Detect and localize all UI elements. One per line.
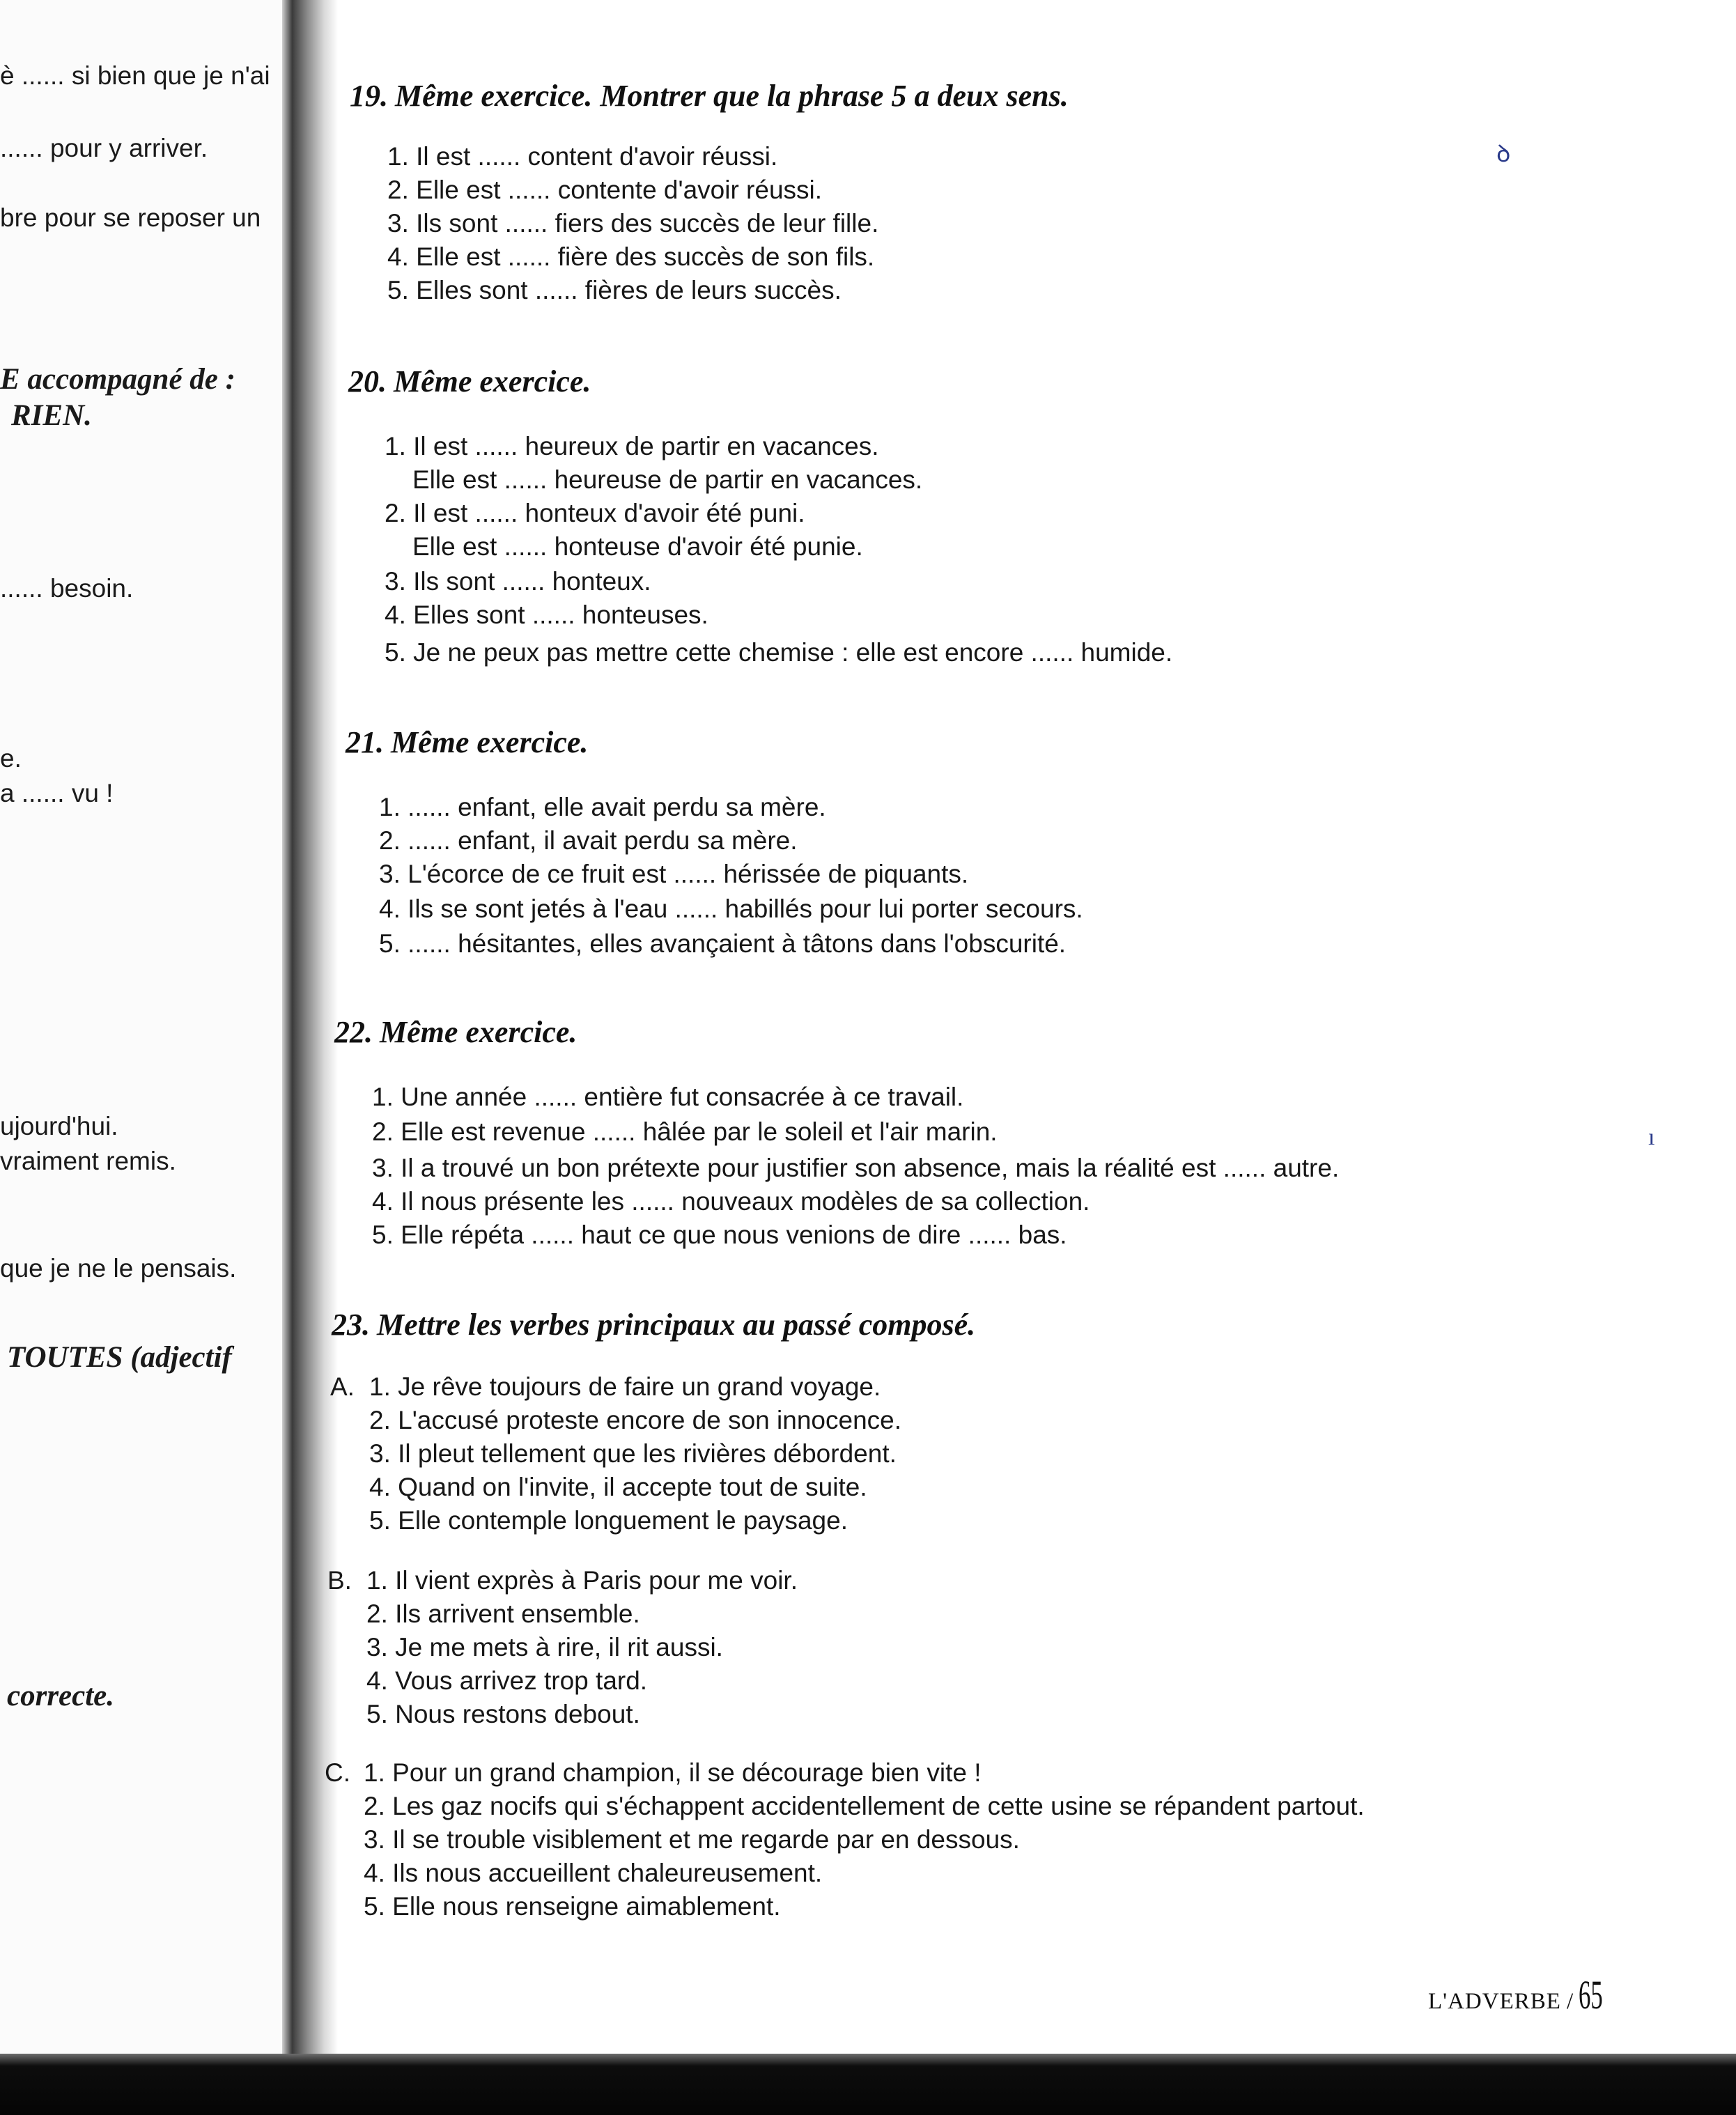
exercise-item: 5. Nous restons debout. xyxy=(366,1700,640,1728)
exercise-item: 4. Ils se sont jetés à l'eau ...... habillés pour lui porter secours. xyxy=(379,894,1083,923)
exercise-item: 3. Il se trouble visiblement et me regarde par en dessous. xyxy=(364,1825,1020,1854)
exercise-item: 3. Ils sont ...... honteux. xyxy=(385,567,651,596)
footer-separator: / xyxy=(1566,1989,1574,2014)
exercise-item: 4. Ils nous accueillent chaleureusement. xyxy=(364,1859,823,1887)
exercise-title xyxy=(348,364,591,399)
exercise-item: 5. Elle répéta ...... haut ce que nous venions de dire ...... bas. xyxy=(372,1221,1067,1249)
exercise-heading: Même exercice. Montrer que la phrase 5 a deux sens. xyxy=(395,79,1069,113)
exercise-item: 1. ...... enfant, elle avait perdu sa mère. xyxy=(379,793,826,821)
exercise-item: 1. Je rêve toujours de faire un grand voyage. xyxy=(369,1372,881,1401)
exercise-item: 2. Les gaz nocifs qui s'échappent accidentellement de cette usine se répandent partout. xyxy=(364,1792,1365,1820)
exercise-number: 20. xyxy=(348,364,387,398)
left-page-fragment: a ...... vu ! xyxy=(0,779,114,807)
exercise-item: 3. Il pleut tellement que les rivières débordent. xyxy=(369,1439,897,1468)
group-letter: C. xyxy=(325,1758,350,1787)
exercise-heading: Même exercice. xyxy=(394,364,591,398)
exercise-item: Elle est ...... honteuse d'avoir été punie. xyxy=(412,532,863,561)
left-page-fragment: è ...... si bien que je n'ai xyxy=(0,61,270,90)
exercise-item: 2. Elle est revenue ...... hâlée par le soleil et l'air marin. xyxy=(372,1117,998,1146)
exercise-item: 4. Elles sont ...... honteuses. xyxy=(385,601,708,629)
exercise-item: 2. Il est ...... honteux d'avoir été puni. xyxy=(385,499,805,527)
exercise-number: 21. xyxy=(346,725,384,759)
left-page-margin xyxy=(0,0,293,2055)
book-gutter-shadow xyxy=(282,0,338,2062)
exercise-item: 4. Elle est ...... fière des succès de son fils. xyxy=(387,242,875,271)
left-page-fragment: que je ne le pensais. xyxy=(0,1254,237,1283)
exercise-heading: Mettre les verbes principaux au passé composé. xyxy=(377,1308,976,1342)
exercise-item: 3. L'écorce de ce fruit est ...... hérissée de piquants. xyxy=(379,860,969,888)
exercise-item: 2. ...... enfant, il avait perdu sa mère. xyxy=(379,826,798,855)
left-page-fragment: e. xyxy=(0,744,22,773)
exercise-item: 1. Pour un grand champion, il se décourage bien vite ! xyxy=(364,1758,982,1787)
exercise-item: 1. Une année ...... entière fut consacrée à ce travail. xyxy=(372,1083,964,1111)
left-page-fragment: ...... besoin. xyxy=(0,574,134,603)
scan-bottom-edge xyxy=(0,2054,1736,2115)
exercise-item: 1. Il est ...... content d'avoir réussi. xyxy=(387,142,778,171)
running-footer-section: L'ADVERBE xyxy=(1428,1989,1561,2014)
left-page-fragment: vraiment remis. xyxy=(0,1147,176,1175)
page-number: 65 xyxy=(1579,1972,1603,2017)
exercise-item: 4. Vous arrivez trop tard. xyxy=(366,1666,648,1695)
exercise-item: 2. Elle est ...... contente d'avoir réussi. xyxy=(387,176,823,204)
exercise-title xyxy=(350,78,1069,114)
exercise-item: 3. Ils sont ...... fiers des succès de leur fille. xyxy=(387,209,879,238)
exercise-item: 3. Je me mets à rire, il rit aussi. xyxy=(366,1633,723,1661)
left-page-fragment: TOUTES (adjectif xyxy=(7,1341,232,1374)
pen-mark: ꝺ xyxy=(1496,141,1511,167)
group-letter: B. xyxy=(327,1566,352,1595)
exercise-item: 5. Elle contemple longuement le paysage. xyxy=(369,1506,848,1535)
exercise-number: 22. xyxy=(334,1015,373,1049)
exercise-heading: Même exercice. xyxy=(391,725,589,759)
exercise-title xyxy=(346,725,588,760)
exercise-item: 2. L'accusé proteste encore de son innocence. xyxy=(369,1406,902,1434)
group-letter: A. xyxy=(330,1372,355,1401)
page-footer xyxy=(1428,1971,1619,2018)
pen-mark: ı xyxy=(1648,1124,1655,1150)
exercise-heading: Même exercice. xyxy=(380,1015,578,1049)
exercise-item: 5. ...... hésitantes, elles avançaient à tâtons dans l'obscurité. xyxy=(379,929,1067,958)
left-page-fragment: correcte. xyxy=(7,1680,115,1712)
exercise-item: 5. Elle nous renseigne aimablement. xyxy=(364,1892,781,1921)
exercise-number: 23. xyxy=(332,1308,370,1342)
exercise-item: 4. Il nous présente les ...... nouveaux modèles de sa collection. xyxy=(372,1187,1090,1216)
exercise-item: 1. Il vient exprès à Paris pour me voir. xyxy=(366,1566,798,1595)
left-page-fragment: ...... pour y arriver. xyxy=(0,134,208,162)
left-page-fragment: E accompagné de : xyxy=(0,363,235,396)
exercise-item: 2. Ils arrivent ensemble. xyxy=(366,1599,640,1628)
exercise-title xyxy=(334,1014,577,1050)
exercise-item: 1. Il est ...... heureux de partir en vacances. xyxy=(385,432,879,460)
exercise-item: Elle est ...... heureuse de partir en vacances. xyxy=(412,465,923,494)
exercise-item: 3. Il a trouvé un bon prétexte pour justifier son absence, mais la réalité est ...... autre. xyxy=(372,1154,1340,1182)
left-page-fragment: ujourd'hui. xyxy=(0,1112,118,1140)
exercise-number: 19. xyxy=(350,79,388,113)
exercise-title xyxy=(332,1307,975,1342)
left-page-fragment: bre pour se reposer un xyxy=(0,203,261,232)
exercise-item: 5. Elles sont ...... fières de leurs succès. xyxy=(387,276,842,304)
exercise-item: 5. Je ne peux pas mettre cette chemise : elle est encore ...... humide. xyxy=(385,638,1173,667)
exercise-item: 4. Quand on l'invite, il accepte tout de suite. xyxy=(369,1473,867,1501)
left-page-fragment: RIEN. xyxy=(11,399,92,432)
